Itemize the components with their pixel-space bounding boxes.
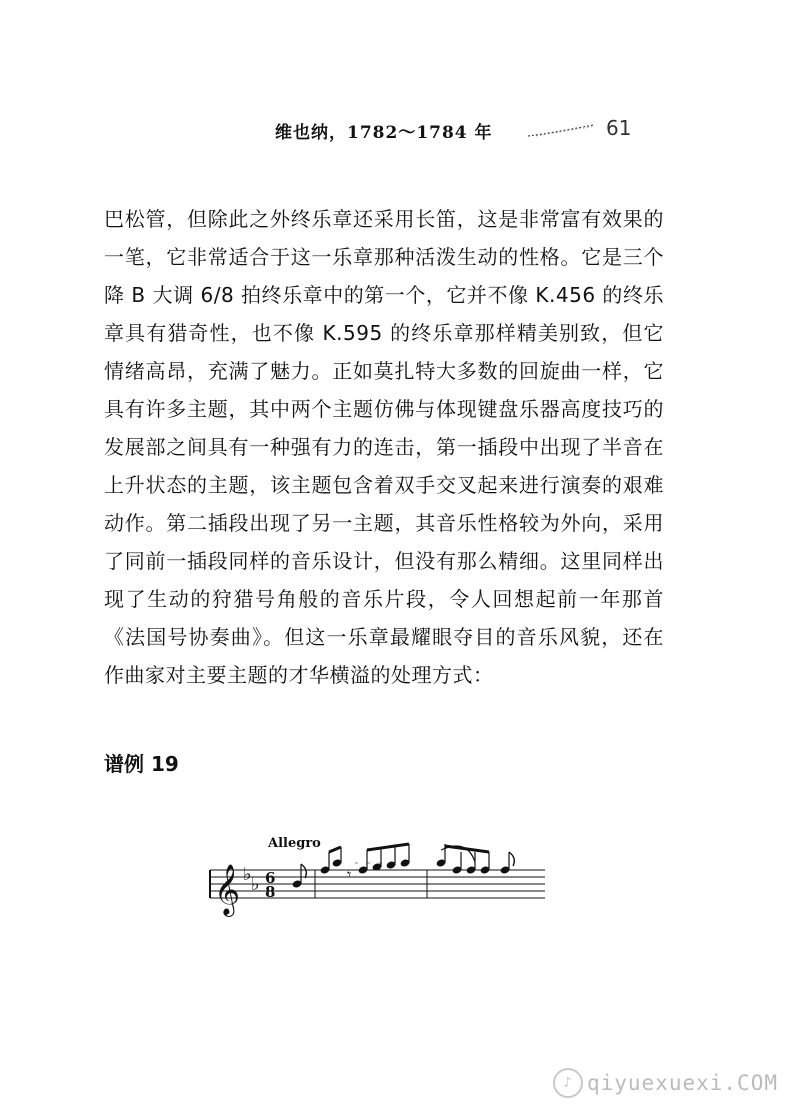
flat-icon: ♭ bbox=[251, 874, 260, 895]
tempo-marking: Allegro bbox=[268, 836, 321, 851]
running-header bbox=[0, 118, 794, 148]
music-score-excerpt bbox=[205, 832, 550, 917]
body-paragraph: 巴松管，但除此之外终乐章还采用长笛，这是非常富有效果的一笔，它非常适合于这一乐章那种活泼生动的性格。它是三个降 B 大调 6/8 拍终乐章中的第一个，它并不像 K.456 的终乐章具有猎奇性，也不像 K.595 的终乐章那样精美别致，但它情绪高昂，充满了魅力。正如莫扎特大多数的回旋曲一样，它具有许多主题，其中两个主题仿佛与体现键盘乐器高度技巧的发展部之间具有一种强有力的连击，第一插段中出现了半音在上升状态的主题，该主题包含着双手交叉起来进行演奏的艰难动作。第二插段出现了另一主题，其音乐性格较为外向，采用了同前一插段同样的音乐设计，但没有那么精细。这里同样出现了生动的狩猎号角般的音乐片段，令人回想起前一年那首《法国号协奏曲》。但这一乐章最耀眼夺目的音乐风貌，还在作曲家对主要主题的才华横溢的处理方式： bbox=[104, 207, 664, 687]
staff-lines bbox=[210, 870, 545, 898]
treble-clef-icon: 𝄞 bbox=[214, 864, 241, 915]
header-ornament-icon bbox=[526, 124, 596, 138]
time-signature-denominator: 8 bbox=[265, 883, 276, 901]
watermark bbox=[553, 1068, 778, 1098]
page-number: 61 bbox=[606, 116, 632, 140]
example-label: 谱例 19 bbox=[104, 752, 179, 776]
header-title: 维也纳，1782～1784 年 bbox=[275, 123, 493, 143]
svg-text:𝄾: 𝄾 bbox=[347, 865, 352, 884]
watermark-text: qiyuexuexi.COM bbox=[586, 1071, 778, 1095]
flat-icon: ♭ bbox=[243, 864, 252, 885]
time-signature-numerator: 6 bbox=[265, 869, 276, 887]
watermark-logo-icon: ♪ bbox=[553, 1068, 583, 1098]
